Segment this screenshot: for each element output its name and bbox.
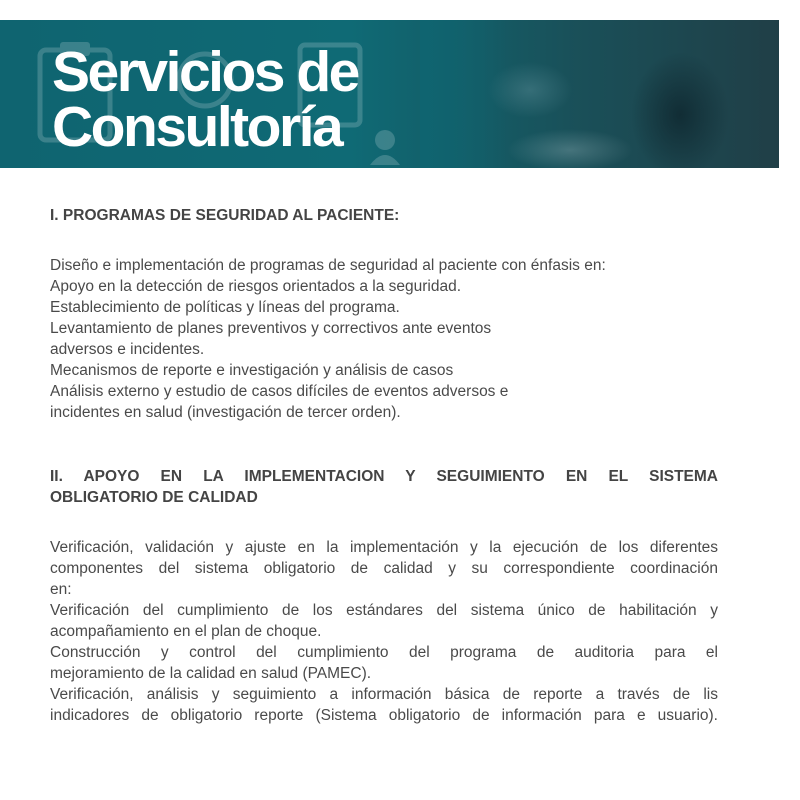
section2-line: indicadores de obligatorio reporte (Sistema obligatorio de información para e usuario). — [50, 707, 718, 724]
section2-line: Verificación, análisis y seguimiento a información básica de reporte a través de lis — [50, 686, 718, 703]
section2-line: componentes del sistema obligatorio de calidad y su correspondiente coordinación — [50, 560, 718, 577]
user-body-icon — [370, 155, 400, 165]
section1-line: incidentes en salud (investigación de tercer orden). — [50, 404, 401, 421]
title-line-1: Servicios de — [52, 40, 358, 104]
section2-line: Verificación del cumplimiento de los estándares del sistema único de habilitación y — [50, 602, 718, 619]
section1-line: Análisis externo y estudio de casos difíciles de eventos adversos e — [50, 383, 509, 400]
section2-line: Verificación, validación y ajuste en la implementación y la ejecución de los diferentes — [50, 539, 718, 556]
section1-line: Mecanismos de reporte e investigación y análisis de casos — [50, 362, 454, 379]
section2-line: acompañamiento en el plan de choque. — [50, 623, 322, 640]
section2-line: en: — [50, 581, 72, 598]
section1-line: Establecimiento de políticas y líneas del programa. — [50, 299, 400, 316]
section1-body — [50, 255, 718, 423]
section1-heading: I. PROGRAMAS DE SEGURIDAD AL PACIENTE: — [50, 207, 400, 224]
section2-body — [50, 537, 718, 726]
section1-line: Diseño e implementación de programas de seguridad al paciente con énfasis en: — [50, 257, 606, 274]
title-line-2: Consultoría — [52, 95, 342, 159]
section2-heading — [50, 466, 718, 508]
section2-heading-line-1: II. APOYO EN LA IMPLEMENTACION Y SEGUIMIENTO EN EL SISTEMA — [50, 468, 718, 485]
header-banner — [0, 20, 779, 168]
section1-line: Apoyo en la detección de riesgos orientados a la seguridad. — [50, 278, 462, 295]
hospital-photo — [420, 20, 779, 168]
page-title — [52, 40, 358, 159]
main-content — [50, 205, 718, 726]
section1-line: adversos e incidentes. — [50, 341, 205, 358]
user-icon — [375, 130, 395, 150]
section2-line: mejoramiento de la calidad en salud (PAMEC). — [50, 665, 372, 682]
section1-line: Levantamiento de planes preventivos y correctivos ante eventos — [50, 320, 492, 337]
section2-heading-line-2: OBLIGATORIO DE CALIDAD — [50, 489, 258, 506]
section2-line: Construcción y control del cumplimiento del programa de auditoria para el — [50, 644, 718, 661]
